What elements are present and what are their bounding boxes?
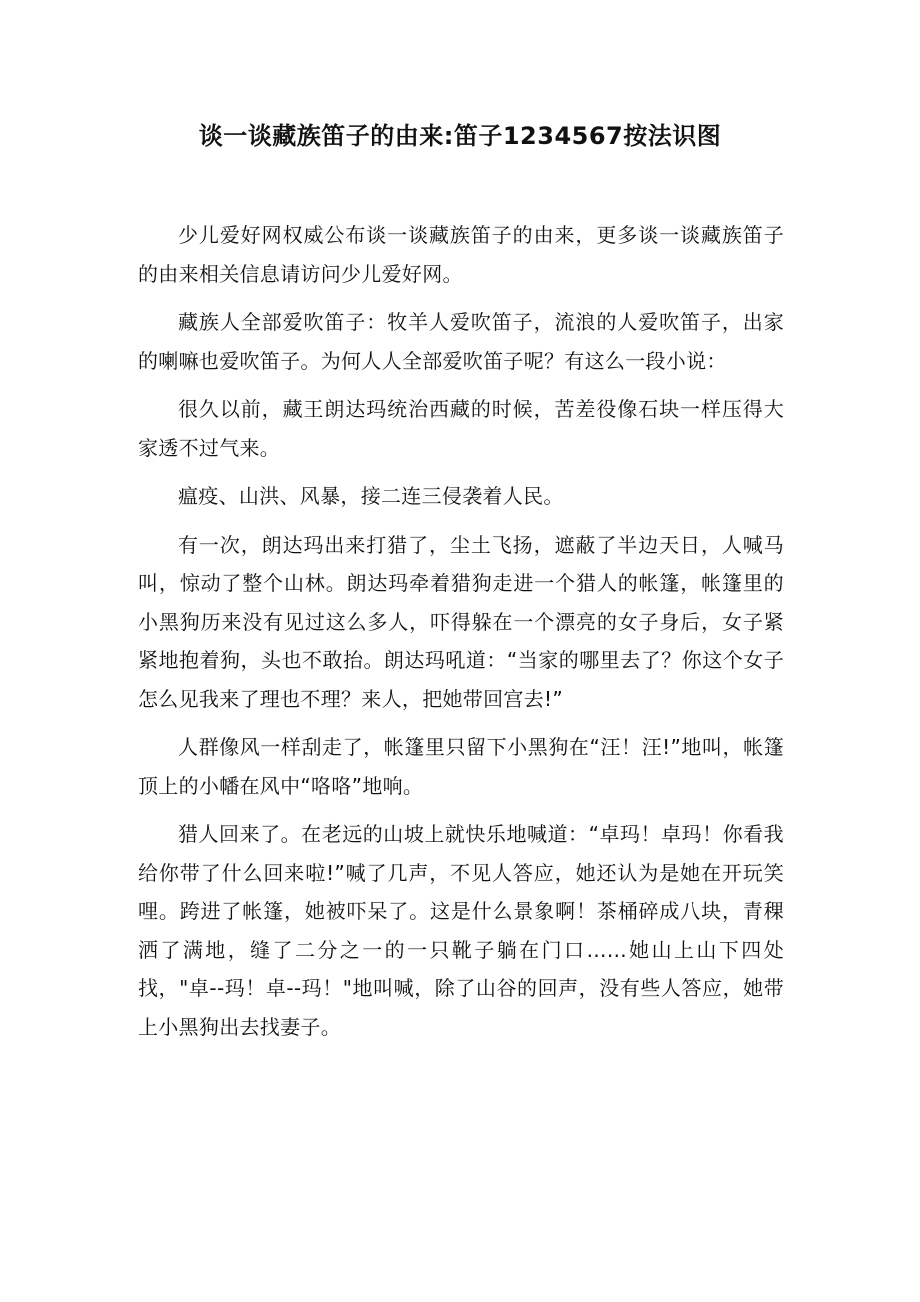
- paragraph: 猎人回来了。在老远的山坡上就快乐地喊道：“卓玛！卓玛！你看我给你带了什么回来啦!”喊了几声，不见人答应，她还认为是她在开玩笑哩。跨进了帐篷，她被吓呆了。这是什么景象啊！茶桶碎成八块，青稞洒了满地，缝了二分之一的一只靴子躺在门口……她山上山下四处找，"卓--玛！卓--玛！"地叫喊，除了山谷的回声，没有些人答应，她带上小黑狗出去找妻子。: [138, 822, 784, 1039]
- paragraph: 人群像风一样刮走了，帐篷里只留下小黑狗在“汪！汪!”地叫，帐篷顶上的小幡在风中“咯咯”地响。: [138, 735, 784, 798]
- paragraph: 藏族人全部爱吹笛子：牧羊人爱吹笛子，流浪的人爱吹笛子，出家的喇嘛也爱吹笛子。为何人人全部爱吹笛子呢？有这么一段小说：: [138, 310, 784, 373]
- paragraph: 有一次，朗达玛出来打猎了，尘土飞扬，遮蔽了半边天日，人喊马叫，惊动了整个山林。朗达玛牵着猎狗走进一个猎人的帐篷，帐篷里的小黑狗历来没有见过这么多人，吓得躲在一个漂亮的女子身后，女子紧紧地抱着狗，头也不敢抬。朗达玛吼道：“当家的哪里去了？你这个女子怎么见我来了理也不理？来人，把她带回宫去!”: [138, 532, 784, 711]
- paragraph: 很久以前，藏王朗达玛统治西藏的时候，苦差役像石块一样压得大家透不过气来。: [138, 397, 784, 460]
- paragraph: 少儿爱好网权威公布谈一谈藏族笛子的由来，更多谈一谈藏族笛子的由来相关信息请访问少儿爱好网。: [138, 223, 784, 286]
- document-title: 谈一谈藏族笛子的由来:笛子1234567按法识图: [198, 122, 722, 150]
- paragraph: 瘟疫、山洪、风暴，接二连三侵袭着人民。: [178, 484, 564, 508]
- document-body: [138, 216, 784, 1056]
